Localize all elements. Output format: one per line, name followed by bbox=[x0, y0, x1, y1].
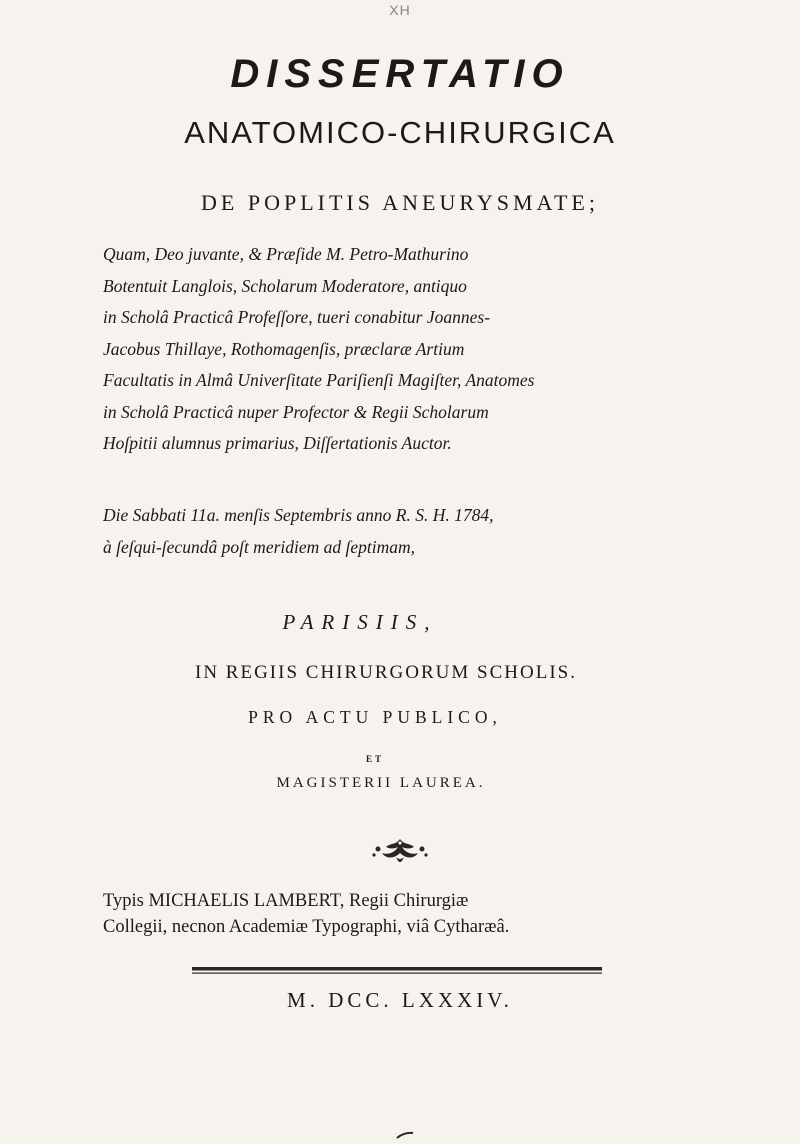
public-act-line: PRO ACTU PUBLICO, bbox=[248, 707, 502, 727]
laurea-line: MAGISTERII LAUREA. bbox=[276, 775, 486, 791]
ornamental-rule bbox=[192, 967, 602, 975]
schools-line: IN REGIIS CHIRURGORUM SCHOLIS. bbox=[195, 662, 577, 683]
flourish-mark-icon bbox=[396, 1130, 414, 1140]
title-anatomico-chirurgica: ANATOMICO-CHIRURGICA bbox=[184, 115, 616, 150]
dedication-line: Facultatis in Almâ Univerſitate Pariſienſi Magiſter, Anatomes bbox=[103, 370, 535, 390]
date-line: Die Sabbati 11a. menſis Septembris anno R. S. H. 1784, bbox=[103, 505, 494, 525]
imprint-line-2: Collegii, necnon Academiæ Typographi, viâ Cytharæâ. bbox=[103, 917, 510, 937]
printers-ornament-icon bbox=[370, 837, 430, 869]
dedication-line: in Scholâ Practicâ nuper Profector & Regii Scholarum bbox=[103, 401, 489, 422]
time-line: à ſeſqui-ſecundâ poſt meridiem ad ſeptimam, bbox=[103, 536, 416, 557]
title-subject: DE POPLITIS ANEURYSMATE; bbox=[201, 190, 599, 215]
date-paragraph bbox=[103, 500, 703, 563]
dedication-paragraph bbox=[103, 239, 703, 460]
dedication-line: Jacobus Thillaye, Rothomagenſis, præclaræ Artium bbox=[103, 338, 465, 359]
publication-year: M. DCC. LXXXIV. bbox=[287, 988, 513, 1012]
dedication-line: Quam, Deo juvante, & Præſide M. Petro-Mathurino bbox=[103, 244, 469, 264]
conjunction-et: ET bbox=[365, 754, 384, 764]
imprint-line-1: Typis MICHAELIS LAMBERT, Regii Chirurgiæ bbox=[103, 891, 469, 911]
dedication-line: Hoſpitii alumnus primarius, Diſſertationis Auctor. bbox=[103, 433, 452, 453]
city-heading: PARISIIS, bbox=[282, 610, 438, 634]
dedication-line: Botentuit Langlois, Scholarum Moderatore, antiquo bbox=[103, 275, 467, 296]
title-dissertatio: DISSERTATIO bbox=[230, 52, 570, 96]
shelfmark-annotation: XH bbox=[389, 2, 411, 18]
dedication-line: in Scholâ Practicâ Profeſſore, tueri conabitur Joannes- bbox=[103, 307, 491, 327]
